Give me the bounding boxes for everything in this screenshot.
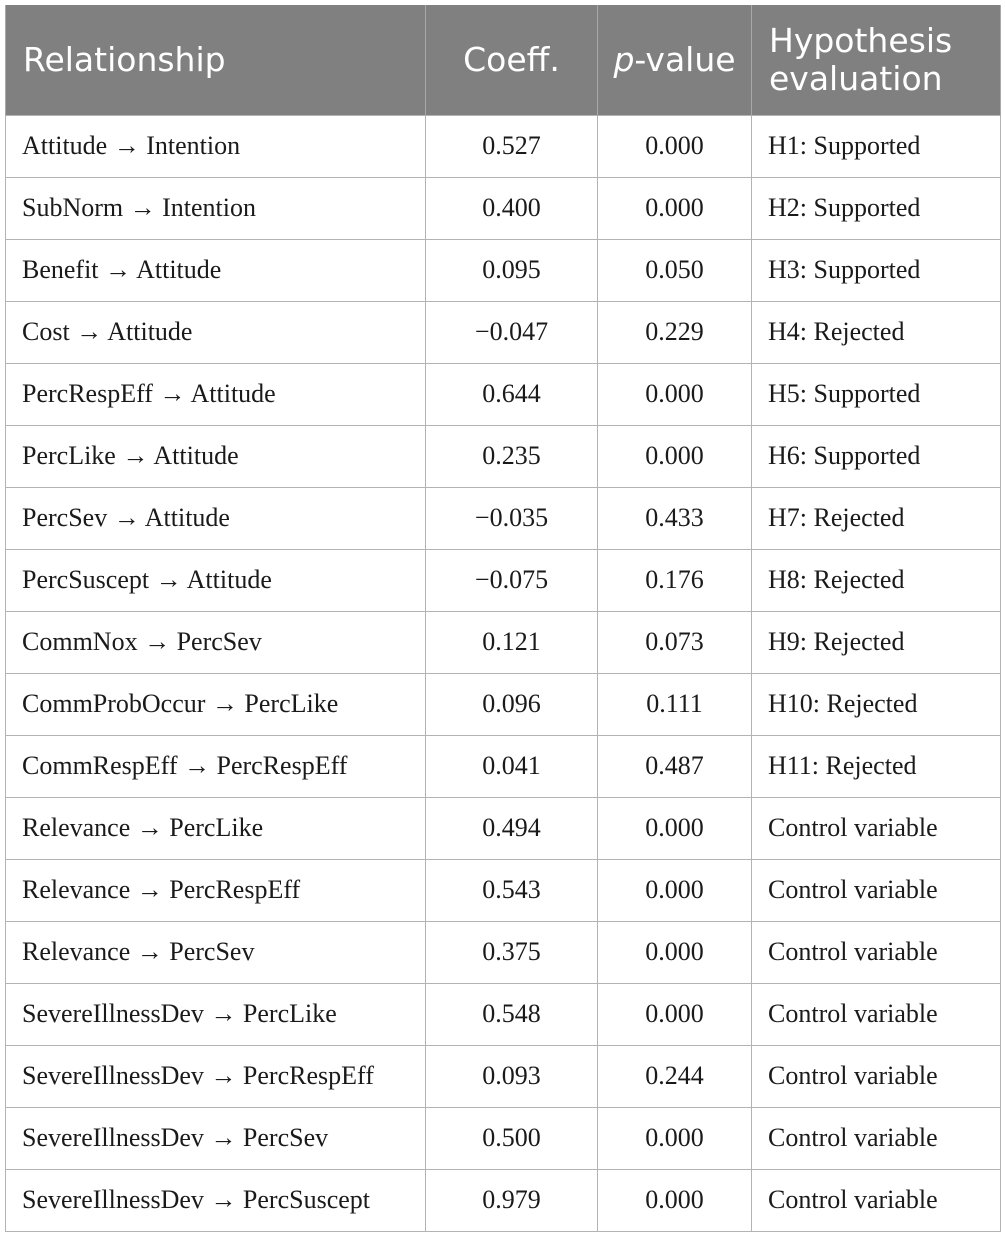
cell-relationship: SevereIllnessDev → PercRespEff: [6, 1045, 426, 1107]
cell-p-value: 0.000: [598, 1107, 752, 1169]
table-row: [6, 487, 1001, 549]
cell-hypothesis-evaluation: H5: Supported: [752, 363, 1001, 425]
results-table: [5, 5, 1001, 1232]
table-row: [6, 921, 1001, 983]
cell-p-value: 0.000: [598, 1169, 752, 1231]
cell-hypothesis-evaluation: H8: Rejected: [752, 549, 1001, 611]
cell-coeff: 0.095: [426, 239, 598, 301]
cell-hypothesis-evaluation: Control variable: [752, 797, 1001, 859]
table-row: [6, 1107, 1001, 1169]
cell-coeff: 0.494: [426, 797, 598, 859]
cell-p-value: 0.000: [598, 797, 752, 859]
table-body: [6, 115, 1001, 1231]
cell-p-value: 0.000: [598, 921, 752, 983]
cell-relationship: SevereIllnessDev → PercSev: [6, 1107, 426, 1169]
cell-p-value: 0.073: [598, 611, 752, 673]
cell-coeff: 0.400: [426, 177, 598, 239]
header-row: [6, 5, 1001, 115]
cell-hypothesis-evaluation: Control variable: [752, 1169, 1001, 1231]
cell-p-value: 0.000: [598, 177, 752, 239]
cell-p-value: 0.000: [598, 983, 752, 1045]
cell-hypothesis-evaluation: H2: Supported: [752, 177, 1001, 239]
cell-relationship: PercSev → Attitude: [6, 487, 426, 549]
cell-coeff: 0.500: [426, 1107, 598, 1169]
table-row: [6, 425, 1001, 487]
cell-hypothesis-evaluation: Control variable: [752, 859, 1001, 921]
cell-hypothesis-evaluation: H4: Rejected: [752, 301, 1001, 363]
cell-relationship: Relevance → PercLike: [6, 797, 426, 859]
cell-relationship: CommNox → PercSev: [6, 611, 426, 673]
cell-relationship: Relevance → PercRespEff: [6, 859, 426, 921]
cell-coeff: 0.979: [426, 1169, 598, 1231]
cell-coeff: 0.644: [426, 363, 598, 425]
cell-relationship: Attitude → Intention: [6, 115, 426, 177]
cell-p-value: 0.000: [598, 425, 752, 487]
table-row: [6, 983, 1001, 1045]
cell-hypothesis-evaluation: Control variable: [752, 983, 1001, 1045]
table-row: [6, 239, 1001, 301]
table-row: [6, 549, 1001, 611]
cell-hypothesis-evaluation: Control variable: [752, 1045, 1001, 1107]
table-row: [6, 115, 1001, 177]
table-row: [6, 859, 1001, 921]
cell-coeff: 0.235: [426, 425, 598, 487]
cell-relationship: CommRespEff → PercRespEff: [6, 735, 426, 797]
cell-relationship: PercSuscept → Attitude: [6, 549, 426, 611]
cell-relationship: SevereIllnessDev → PercLike: [6, 983, 426, 1045]
cell-coeff: 0.041: [426, 735, 598, 797]
table-row: [6, 363, 1001, 425]
cell-relationship: Relevance → PercSev: [6, 921, 426, 983]
cell-p-value: 0.176: [598, 549, 752, 611]
cell-coeff: −0.047: [426, 301, 598, 363]
cell-hypothesis-evaluation: H1: Supported: [752, 115, 1001, 177]
cell-hypothesis-evaluation: Control variable: [752, 1107, 1001, 1169]
header-p-value-prefix: p: [613, 39, 635, 79]
cell-relationship: SevereIllnessDev → PercSuscept: [6, 1169, 426, 1231]
cell-hypothesis-evaluation: H7: Rejected: [752, 487, 1001, 549]
table-row: [6, 797, 1001, 859]
header-coeff: Coeff.: [426, 5, 598, 115]
header-relationship: Relationship: [6, 5, 426, 115]
cell-hypothesis-evaluation: H11: Rejected: [752, 735, 1001, 797]
header-p-value: [598, 5, 752, 115]
cell-coeff: −0.035: [426, 487, 598, 549]
table-row: [6, 611, 1001, 673]
table-row: [6, 735, 1001, 797]
table-header: [6, 5, 1001, 115]
cell-hypothesis-evaluation: H3: Supported: [752, 239, 1001, 301]
cell-p-value: 0.111: [598, 673, 752, 735]
cell-p-value: 0.487: [598, 735, 752, 797]
table-row: [6, 673, 1001, 735]
cell-p-value: 0.000: [598, 363, 752, 425]
cell-hypothesis-evaluation: H9: Rejected: [752, 611, 1001, 673]
cell-hypothesis-evaluation: H6: Supported: [752, 425, 1001, 487]
cell-hypothesis-evaluation: Control variable: [752, 921, 1001, 983]
cell-coeff: 0.527: [426, 115, 598, 177]
cell-coeff: 0.093: [426, 1045, 598, 1107]
cell-p-value: 0.000: [598, 859, 752, 921]
cell-relationship: CommProbOccur → PercLike: [6, 673, 426, 735]
header-hypothesis-evaluation: Hypothesis evaluation: [752, 5, 1001, 115]
cell-coeff: −0.075: [426, 549, 598, 611]
cell-coeff: 0.121: [426, 611, 598, 673]
cell-hypothesis-evaluation: H10: Rejected: [752, 673, 1001, 735]
cell-p-value: 0.244: [598, 1045, 752, 1107]
cell-relationship: Cost → Attitude: [6, 301, 426, 363]
cell-coeff: 0.548: [426, 983, 598, 1045]
table-row: [6, 1045, 1001, 1107]
cell-p-value: 0.000: [598, 115, 752, 177]
cell-p-value: 0.229: [598, 301, 752, 363]
cell-relationship: Benefit → Attitude: [6, 239, 426, 301]
table-row: [6, 1169, 1001, 1231]
cell-p-value: 0.433: [598, 487, 752, 549]
table-row: [6, 301, 1001, 363]
cell-relationship: SubNorm → Intention: [6, 177, 426, 239]
table-row: [6, 177, 1001, 239]
cell-coeff: 0.096: [426, 673, 598, 735]
cell-coeff: 0.375: [426, 921, 598, 983]
cell-coeff: 0.543: [426, 859, 598, 921]
cell-relationship: PercRespEff → Attitude: [6, 363, 426, 425]
cell-p-value: 0.050: [598, 239, 752, 301]
cell-relationship: PercLike → Attitude: [6, 425, 426, 487]
header-p-value-suffix: -value: [634, 39, 736, 79]
